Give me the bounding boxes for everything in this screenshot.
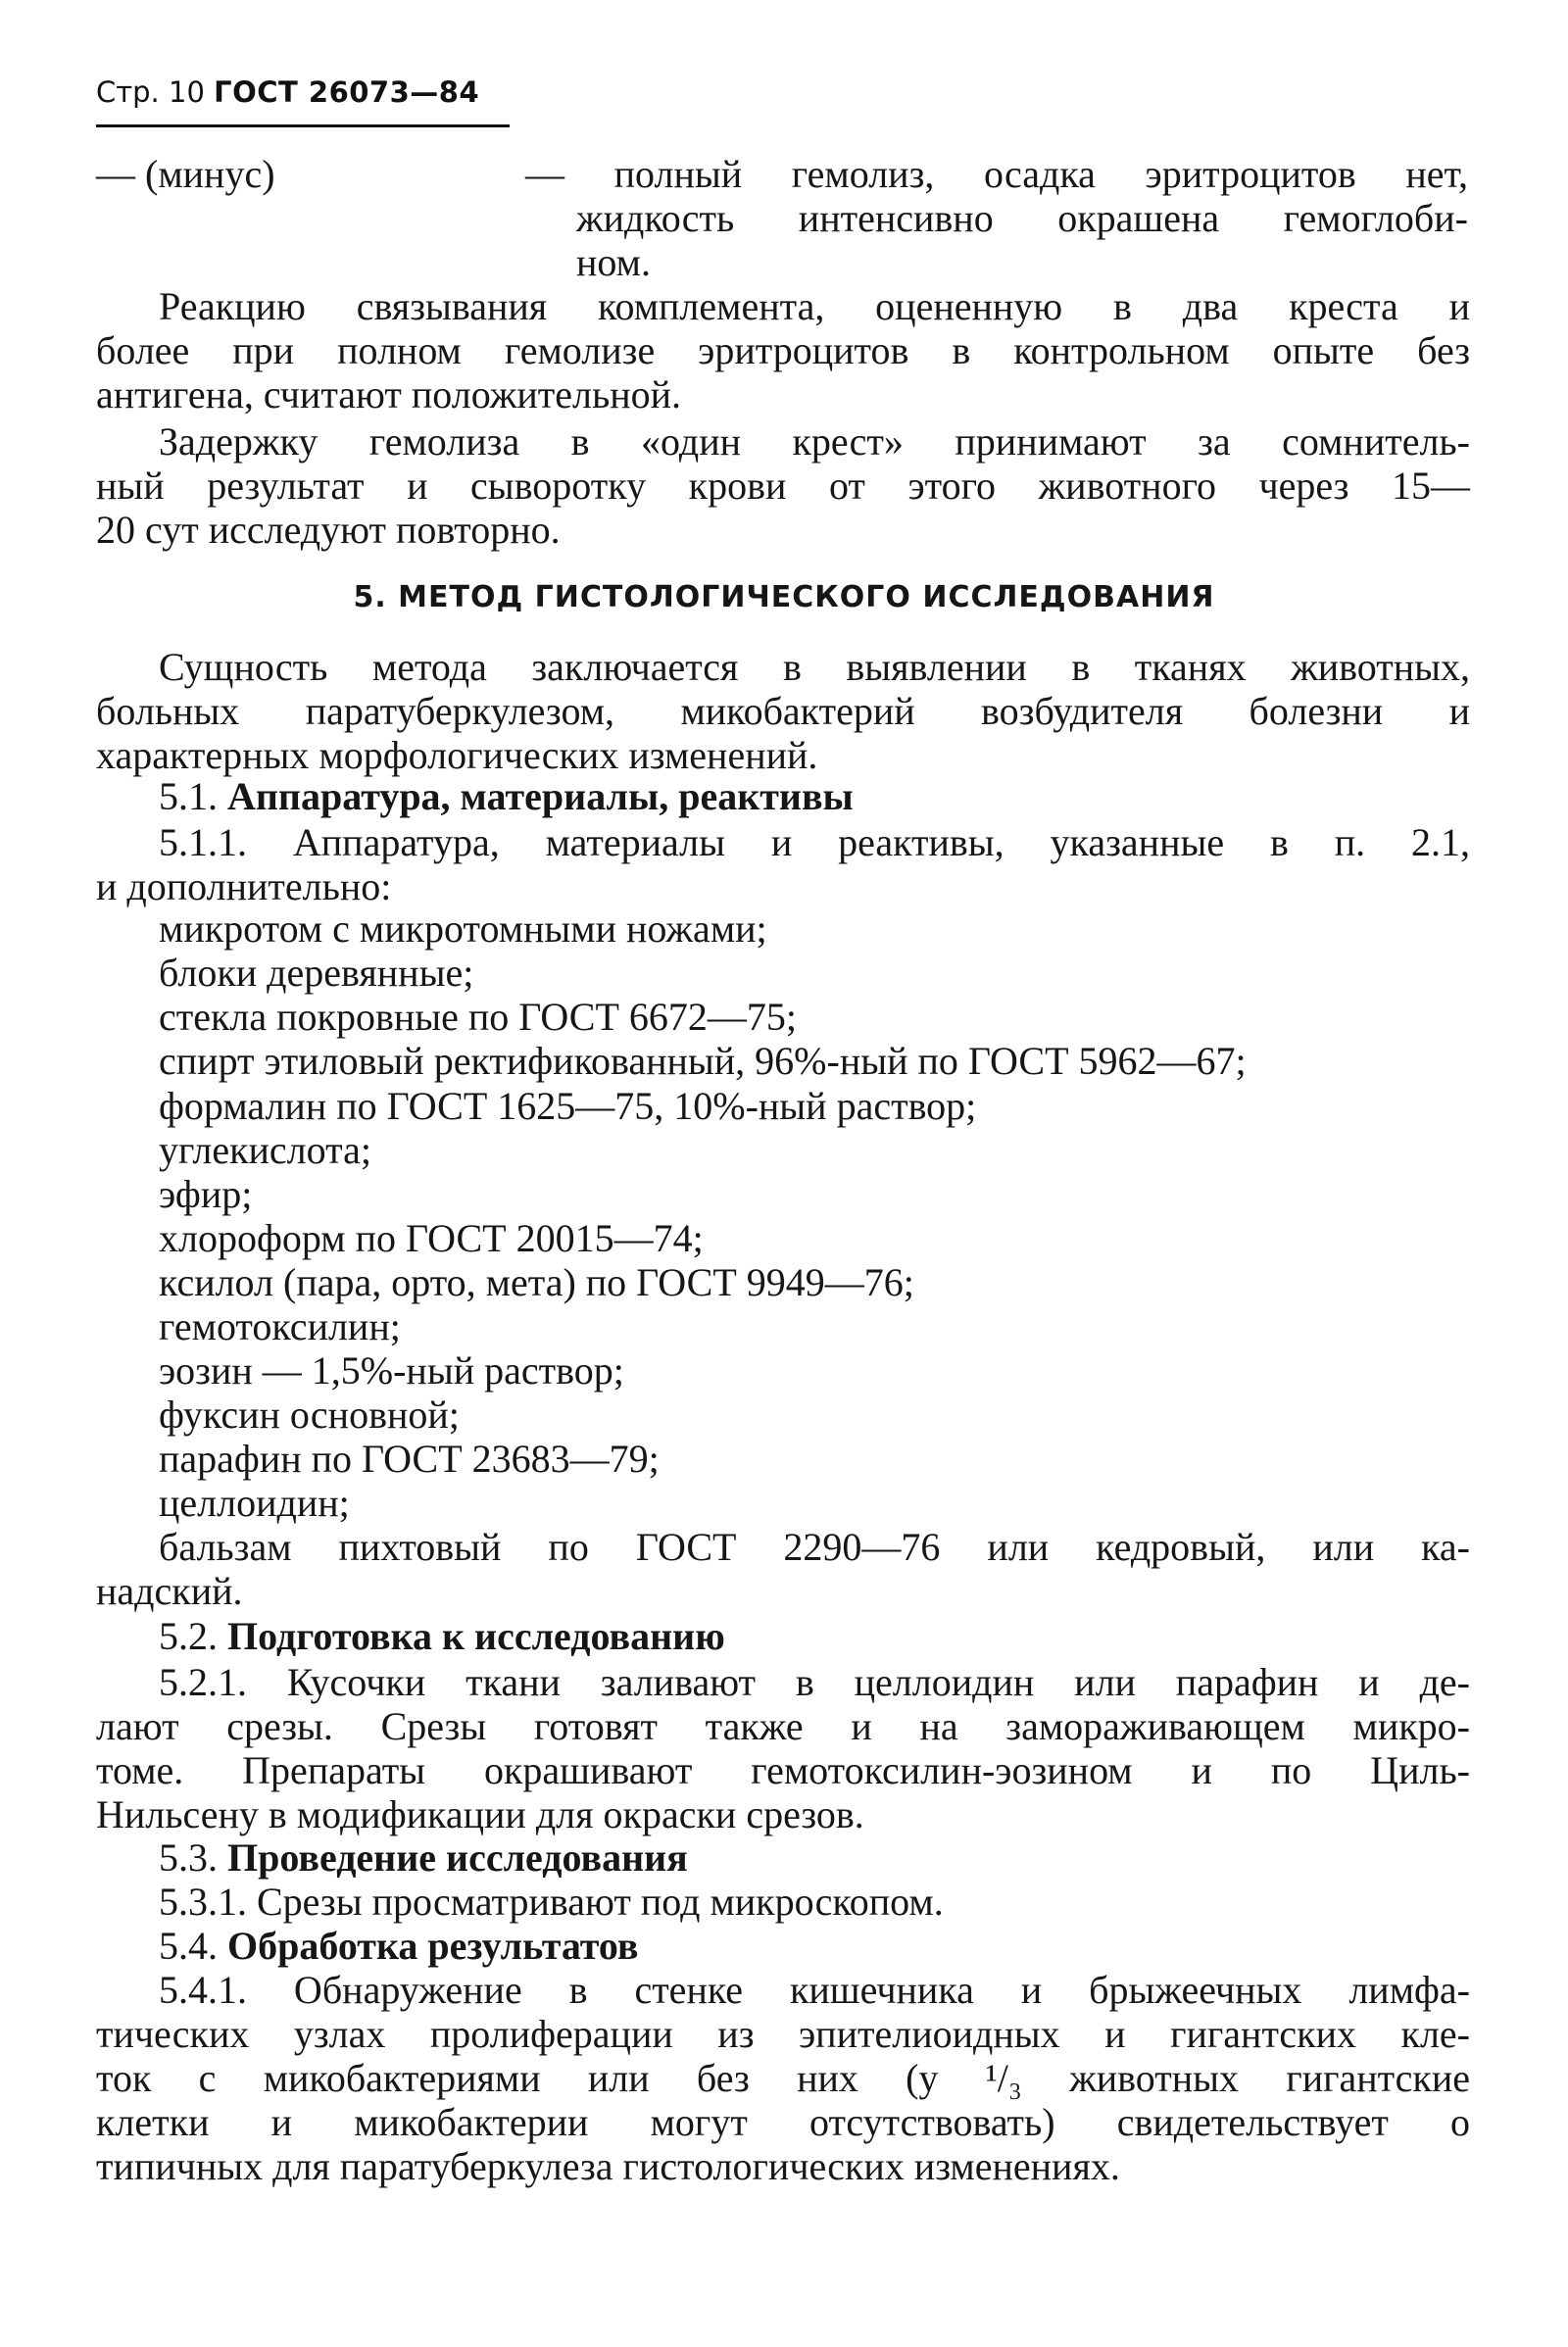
- minus-def-line: — полный гемолиз, осадка эритроцитов нет,: [525, 152, 1468, 196]
- paragraph-line: ный результат и сыворотку крови от этого животного через 15—: [96, 464, 1470, 508]
- paragraph-hemolysis-delay: [96, 419, 1470, 552]
- subsection-title: Аппаратура, материалы, реактивы: [227, 774, 854, 818]
- paragraph-line: 5.1.1. Аппаратура, материалы и реактивы, указанные в п. 2.1,: [159, 820, 1470, 864]
- subsection-5-2: [159, 1614, 725, 1658]
- clause-5-1-1: [96, 820, 1470, 908]
- paragraph-line: Задержку гемолиза в «один крест» принимают за сомнитель-: [159, 419, 1470, 464]
- material-item: микротом с микротомными ножами;: [159, 906, 767, 951]
- minus-def-line: ном.: [576, 240, 651, 284]
- subsection-title: Подготовка к исследованию: [227, 1614, 725, 1658]
- paragraph-line: типичных для паратуберкулеза гистологических изменениях.: [96, 2144, 1120, 2188]
- material-item: ксилол (пара, орто, мета) по ГОСТ 9949—76;: [159, 1260, 914, 1304]
- material-item-continued: надский.: [96, 1569, 243, 1613]
- material-item: хлороформ по ГОСТ 20015—74;: [159, 1216, 704, 1260]
- material-item: блоки деревянные;: [159, 951, 474, 995]
- header-rule: [96, 124, 510, 127]
- paragraph-line: 20 сут исследуют повторно.: [96, 508, 561, 552]
- subsection-5-3: [159, 1835, 688, 1880]
- standard-number: ГОСТ 26073—84: [214, 75, 480, 109]
- paragraph-line: лают срезы. Срезы готовят также и на замораживающем микро-: [96, 1704, 1470, 1748]
- paragraph-line: больных паратуберкулезом, микобактерий возбудителя болезни и: [96, 689, 1470, 733]
- material-item: бальзам пихтовый по ГОСТ 2290—76 или кедровый, или ка-: [159, 1525, 1470, 1569]
- clause-5-4-1: [96, 1968, 1470, 2188]
- material-item: углекислота;: [159, 1128, 371, 1172]
- subsection-number: 5.1.: [159, 774, 218, 818]
- material-item: формалин по ГОСТ 1625—75, 10%-ный раствор;: [159, 1084, 977, 1128]
- minus-definition: [525, 152, 1468, 284]
- paragraph-line: тических узлах пролиферации из эпителиоидных и гигантских кле-: [96, 2012, 1470, 2056]
- paragraph-line: более при полном гемолизе эритроцитов в контрольном опыте без: [96, 328, 1470, 372]
- clause-5-2-1: [96, 1660, 1470, 1836]
- paragraph-line: Нильсену в модификации для окраски срезов.: [96, 1792, 864, 1836]
- subsection-number: 5.3.: [159, 1835, 218, 1880]
- page-label: Стр. 10: [96, 75, 205, 109]
- paragraph-line: характерных морфологических изменений.: [96, 733, 818, 777]
- paragraph-line: клетки и микобактерии могут отсутствовать) свидетельствует о: [96, 2100, 1470, 2144]
- material-item: спирт этиловый ректификованный, 96%-ный по ГОСТ 5962—67;: [159, 1039, 1247, 1083]
- subsection-5-1: [159, 774, 854, 818]
- paragraph-line: томе. Препараты окрашивают гемотоксилин-эозином и по Циль-: [96, 1748, 1470, 1792]
- material-item: гемотоксилин;: [159, 1304, 401, 1348]
- paragraph-complement: [96, 284, 1470, 416]
- subsection-number: 5.2.: [159, 1614, 218, 1658]
- subsection-title: Обработка результатов: [227, 1924, 639, 1968]
- material-item: эфир;: [159, 1172, 253, 1216]
- material-item: целлоидин;: [159, 1481, 350, 1525]
- section-intro: [96, 645, 1470, 777]
- material-item: парафин по ГОСТ 23683—79;: [159, 1437, 660, 1481]
- material-item: стекла покровные по ГОСТ 6672—75;: [159, 995, 798, 1039]
- section-title: 5. МЕТОД ГИСТОЛОГИЧЕСКОГО ИССЛЕДОВАНИЯ: [353, 580, 1215, 614]
- paragraph-line: 5.2.1. Кусочки ткани заливают в целлоидин или парафин и де-: [159, 1660, 1470, 1704]
- minus-def-line: жидкость интенсивно окрашена гемоглоби-: [576, 196, 1468, 240]
- material-item: эозин — 1,5%-ный раствор;: [159, 1348, 624, 1393]
- paragraph-line: антигена, считают положительной.: [96, 372, 682, 416]
- paragraph-line: Реакцию связывания комплемента, оцененную в два креста и: [159, 284, 1470, 328]
- paragraph-line: ток с микобактериями или без них (у ¹/₃ животных гигантские: [96, 2056, 1470, 2100]
- subsection-title: Проведение исследования: [227, 1835, 688, 1880]
- paragraph-line: Сущность метода заключается в выявлении в тканях животных,: [159, 645, 1470, 689]
- subsection-5-4: [159, 1924, 639, 1968]
- page-header: [96, 73, 479, 112]
- material-item: фуксин основной;: [159, 1393, 460, 1437]
- paragraph-line: и дополнительно:: [96, 864, 392, 908]
- paragraph-line: 5.4.1. Обнаружение в стенке кишечника и брыжеечных лимфа-: [159, 1968, 1470, 2012]
- minus-term: — (минус): [96, 152, 275, 196]
- clause-5-3-1: 5.3.1. Срезы просматривают под микроскопом.: [159, 1880, 944, 1924]
- subsection-number: 5.4.: [159, 1924, 218, 1968]
